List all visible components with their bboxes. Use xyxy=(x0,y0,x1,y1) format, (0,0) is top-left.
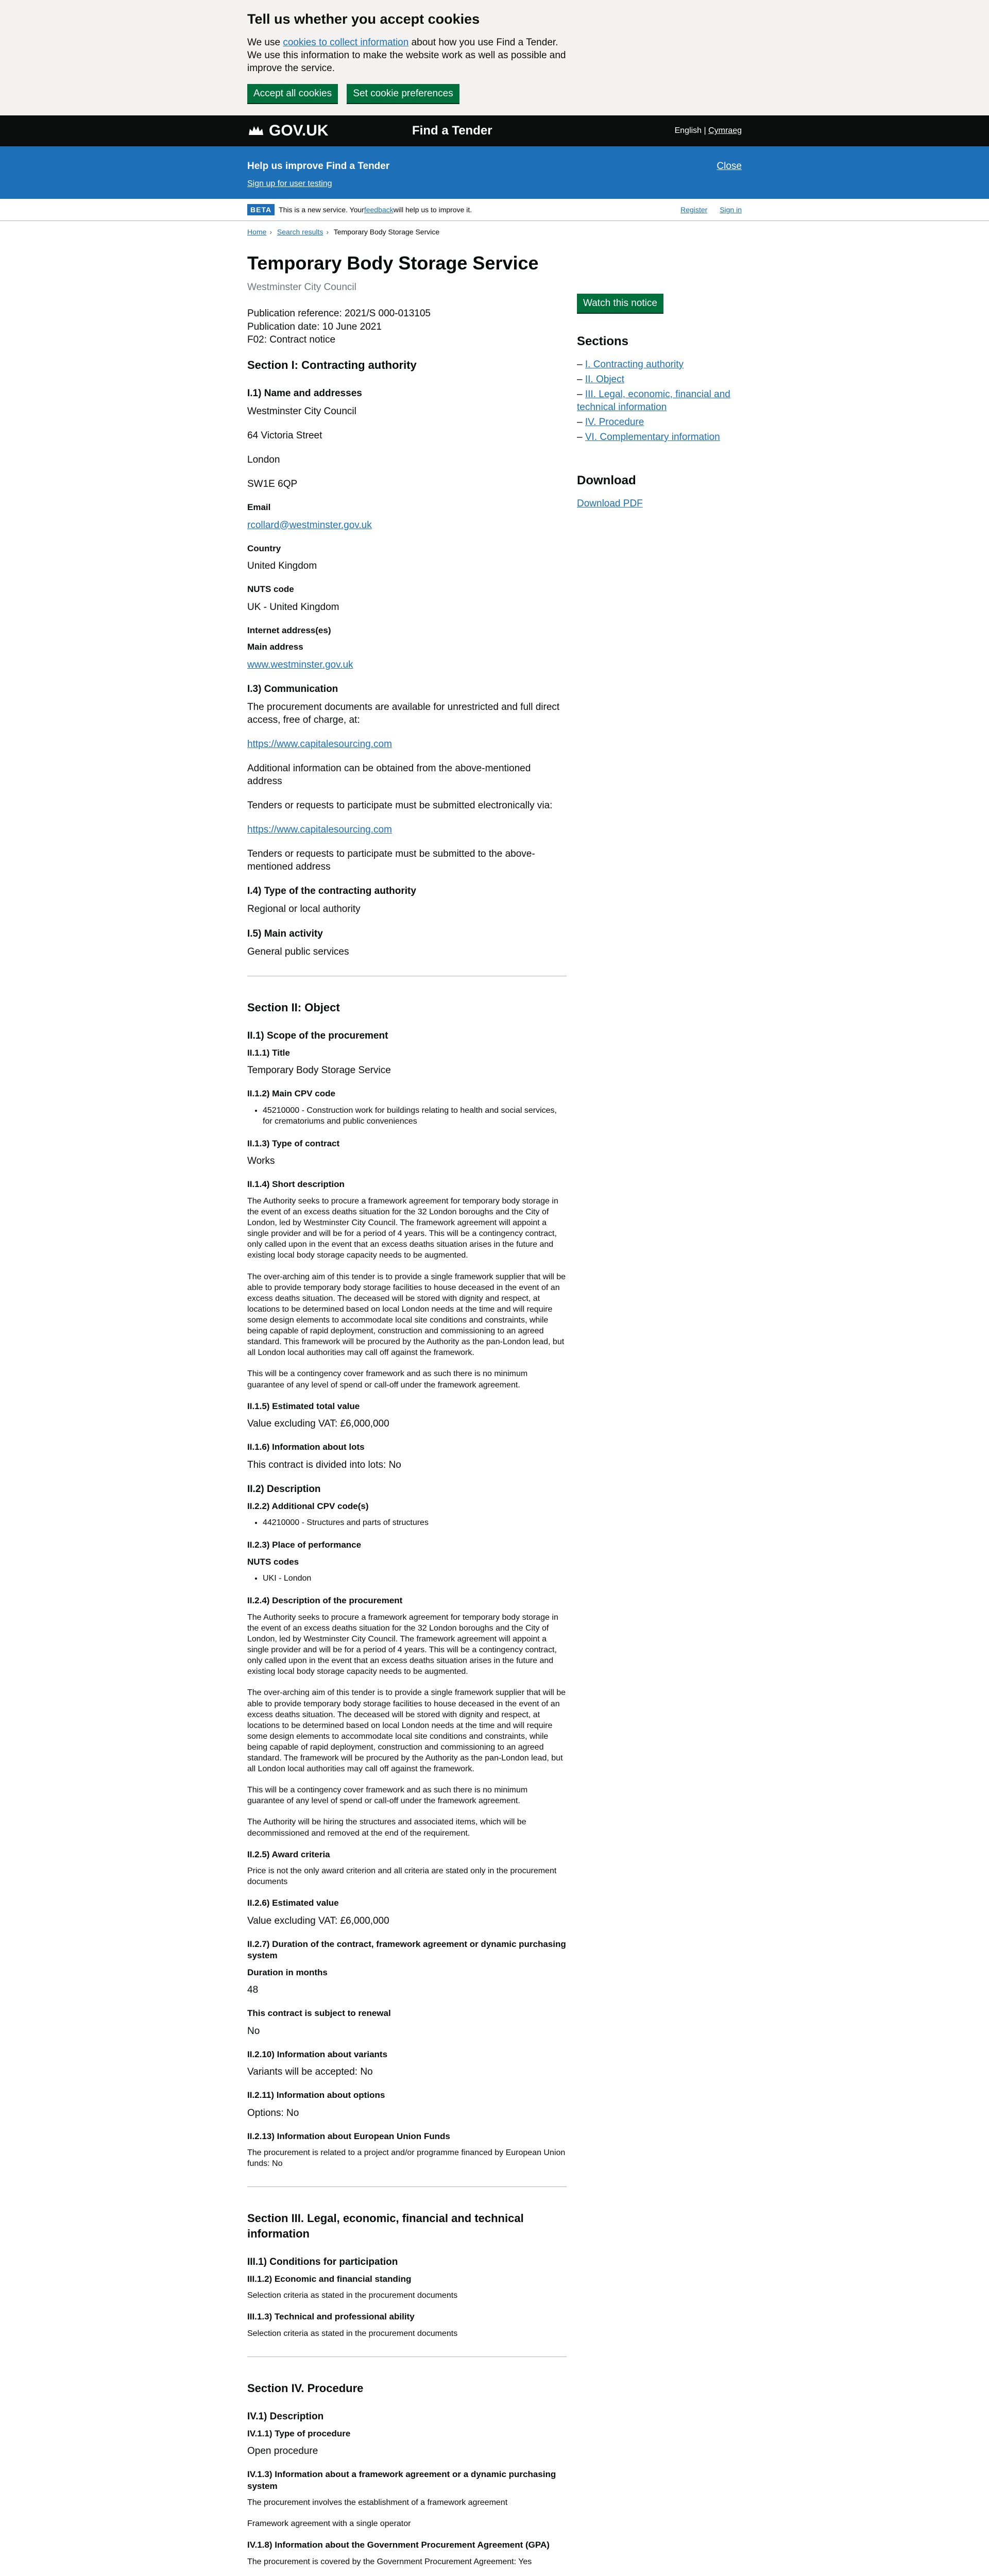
variants: Variants will be accepted: No xyxy=(247,2066,373,2078)
feedback-link[interactable]: feedback xyxy=(364,206,394,214)
label: Email xyxy=(247,502,271,513)
section-3-heading: Section III. Legal, economic, financial and technical information xyxy=(247,2212,524,2240)
breadcrumb-search-results[interactable]: Search results xyxy=(277,228,323,236)
authority-town: London xyxy=(247,454,280,465)
heading: II.2.11) Information about options xyxy=(247,2090,385,2100)
paragraph: Tenders or requests to participate must be submitted to the above-mentioned address xyxy=(247,849,535,873)
paragraph: The procurement involves the establishment of a framework agreement xyxy=(247,2498,508,2507)
heading: I.1) Name and addresses xyxy=(247,387,362,399)
heading: II.2.7) Duration of the contract, framework agreement or dynamic purchasing system xyxy=(247,1939,566,1961)
label: NUTS code xyxy=(247,584,294,595)
label: Main address xyxy=(247,642,303,652)
section-2-heading: Section II: Object xyxy=(247,1001,340,1014)
main-cpv: • 45210000 - Construction work for buildings relating to health and social services, for crematoriums and public conveniences xyxy=(263,1105,567,1127)
heading: I.3) Communication xyxy=(247,683,338,694)
authority-street: 64 Victoria Street xyxy=(247,430,322,441)
technical-criteria: Selection criteria as stated in the procurement documents xyxy=(247,2329,458,2338)
options: Options: No xyxy=(247,2107,299,2119)
heading: II.2.4) Description of the procurement xyxy=(247,1596,403,1606)
heading: II.2.13) Information about European Union Funds xyxy=(247,2131,450,2141)
sidebar xyxy=(577,252,742,2576)
watch-notice-button[interactable]: Watch this notice xyxy=(577,294,663,313)
heading: II.1.5) Estimated total value xyxy=(247,1401,360,1411)
heading: IV.1.3) Information about a framework agreement or a dynamic purchasing system xyxy=(247,2469,556,2491)
nuts-code: • UKI - London xyxy=(263,1573,567,1584)
authority-nuts: UK - United Kingdom xyxy=(247,601,339,613)
paragraph: The procurement documents are available for unrestricted and full direct access, free of charge, at: xyxy=(247,701,560,725)
paragraph: Tenders or requests to participate must be submitted electronically via: xyxy=(247,800,553,811)
publication-date: Publication date: 10 June 2021 xyxy=(247,321,382,332)
section-4-heading: Section IV. Procedure xyxy=(247,2381,364,2395)
heading: II.2.6) Estimated value xyxy=(247,1898,339,1908)
cookie-text: We use cookies to collect information about how you use Find a Tender. We use this information to make the website work as well as possible and improve the service. xyxy=(247,37,566,74)
contract-type: Works xyxy=(247,1156,275,1167)
section-link-3[interactable]: III. Legal, economic, financial and technical information xyxy=(577,388,730,413)
sign-in-link[interactable]: Sign in xyxy=(720,206,742,214)
heading: II.2.3) Place of performance xyxy=(247,1540,362,1550)
heading: III.1.3) Technical and professional ability xyxy=(247,2312,415,2322)
main-activity: General public services xyxy=(247,946,349,957)
accept-cookies-button[interactable]: Accept all cookies xyxy=(247,84,338,103)
govuk-logo[interactable]: GOV.UK xyxy=(247,121,412,141)
beta-tag: BETA xyxy=(247,204,275,215)
user-testing-link[interactable]: Sign up for user testing xyxy=(247,179,332,188)
improve-banner xyxy=(0,151,989,199)
label: Duration in months xyxy=(247,1967,328,1977)
heading: II.2.5) Award criteria xyxy=(247,1849,330,1859)
authority-country: United Kingdom xyxy=(247,561,317,572)
breadcrumb-home[interactable]: Home xyxy=(247,228,267,236)
eu-funds: The procurement is related to a project and/or programme financed by European Union funds: No xyxy=(247,2148,566,2168)
section-link-6[interactable]: VI. Complementary information xyxy=(585,432,720,443)
cookie-title: Tell us whether you accept cookies xyxy=(247,11,480,27)
paragraph: The over-arching aim of this tender is to provide a single framework supplier that will be able to provide temporary body storage facilities to house deceased in the event of an excess deaths situation. The deceased will be stored with dignity and respect, at locations to be determined based on local London needs at the time and will require some design elements to accommodate local site conditions and constraints, while being capable of rapid deployment, construction and commissioning to an agreed standard. This framework will be procured by the Authority as the pan-London lead, but all London local authorities may call off against the framework. xyxy=(247,1272,566,1358)
paragraph: The over-arching aim of this tender is to provide a single framework supplier that will be able to provide temporary body storage facilities to house deceased in the event of an excess deaths situation. The deceased will be stored with dignity and respect, at locations to be determined based on local London needs at the time and will require some design elements to accommodate local site conditions and constraints, while being capable of rapid deployment, construction and commissioning to an agreed standard. The framework will be procured by the Authority as the pan-London lead, but all London local authorities may call off against the framework. xyxy=(247,1688,566,1774)
lang-welsh[interactable]: Cymraeg xyxy=(708,126,742,135)
breadcrumb-current: Temporary Body Storage Service xyxy=(333,228,440,236)
heading: II.1.4) Short description xyxy=(247,1179,345,1190)
duration-months: 48 xyxy=(247,1985,259,1996)
estimated-value-2: Value excluding VAT: £6,000,000 xyxy=(247,1915,389,1926)
page-title: Temporary Body Storage Service xyxy=(247,252,539,274)
section-link-2[interactable]: II. Object xyxy=(585,374,624,385)
notice-content xyxy=(247,252,567,2576)
submission-link[interactable]: https://www.capitalesourcing.com xyxy=(247,824,392,836)
paragraph: The Authority seeks to procure a framework agreement for temporary body storage in the event of an excess deaths situation for the 32 London boroughs and the City of London, led by Westminster City Council. The framework agreement will appoint a single provider and will be for a period of 4 years. This will be a contingency contract, only called upon in the event that an excess deaths situation arises in the future and existing local body storage capacity needs to be augmented. xyxy=(247,1196,558,1260)
section-link-1[interactable]: I. Contracting authority xyxy=(585,359,684,370)
heading: IV.1.1) Type of procedure xyxy=(247,2428,351,2438)
authority-email-link[interactable]: rcollard@westminster.gov.uk xyxy=(247,519,372,531)
heading: II.2) Description xyxy=(247,1483,321,1495)
phase-banner: BETA This is a new service. Your feedback will help us to improve it. Register Sign in xyxy=(0,199,989,221)
estimated-value: Value excluding VAT: £6,000,000 xyxy=(247,1418,389,1430)
heading: II.2.2) Additional CPV code(s) xyxy=(247,1501,369,1511)
sections-list: – I. Contracting authority – II. Object – III. Legal, economic, financial and technical information – IV. Procedure – VI. Complementary information xyxy=(577,359,730,443)
main-address-link[interactable]: www.westminster.gov.uk xyxy=(247,659,353,670)
improve-title: Help us improve Find a Tender xyxy=(247,160,390,172)
label: Country xyxy=(247,543,281,553)
authority-name: Westminster City Council xyxy=(247,405,356,417)
cookie-info-link[interactable]: cookies to collect information xyxy=(283,37,409,48)
download-title: Download xyxy=(577,473,636,488)
authority-postcode: SW1E 6QP xyxy=(247,479,298,489)
publication-reference: Publication reference: 2021/S 000-013105 xyxy=(247,308,431,319)
heading: III.1) Conditions for participation xyxy=(247,2256,398,2267)
language-switcher: English | Cymraeg xyxy=(674,126,742,135)
paragraph: The Authority seeks to procure a framework agreement for temporary body storage in the event of an excess deaths situation for the 32 London boroughs and the City of London, led by Westminster City Council. The framework agreement will appoint a single provider and will be for a period of 4 years. This will be a contingency contract, only called upon in the event that an excess deaths situation arises in the future and existing local body storage capacity needs to be augmented. xyxy=(247,1613,558,1676)
crown-icon xyxy=(247,124,265,138)
lang-english: English xyxy=(674,126,702,135)
label: NUTS codes xyxy=(247,1556,299,1567)
section-1-heading: Section I: Contracting authority xyxy=(247,358,417,371)
authority-caption: Westminster City Council xyxy=(247,282,356,293)
paragraph: This will be a contingency cover framework and as such there is no minimum guarantee of any level of spend or call-off under the framework agreement. xyxy=(247,1786,528,1806)
heading: II.1.3) Type of contract xyxy=(247,1138,340,1148)
authority-type: Regional or local authority xyxy=(247,904,361,915)
paragraph: This will be a contingency cover framework and as such there is no minimum guarantee of any level of spend or call-off under the framework agreement. xyxy=(247,1369,528,1389)
heading: II.2.10) Information about variants xyxy=(247,2049,388,2059)
paragraph: The Authority will be hiring the structures and associated items, which will be decommissioned and removed at the end of the requirement. xyxy=(247,1818,526,1838)
label: This contract is subject to renewal xyxy=(247,2008,391,2019)
register-link[interactable]: Register xyxy=(680,206,708,214)
breadcrumb: Home › Search results › Temporary Body Storage Service xyxy=(247,228,440,236)
close-banner-link[interactable]: Close xyxy=(717,160,742,172)
sections-title: Sections xyxy=(577,334,629,348)
paragraph: Additional information can be obtained from the above-mentioned address xyxy=(247,762,531,787)
heading: II.1) Scope of the procurement xyxy=(247,1030,388,1041)
gpa: The procurement is covered by the Government Procurement Agreement: Yes xyxy=(247,2557,532,2566)
notice-type: F02: Contract notice xyxy=(247,334,336,345)
documents-link[interactable]: https://www.capitalesourcing.com xyxy=(247,738,392,750)
service-name[interactable]: Find a Tender xyxy=(412,124,492,138)
heading: I.5) Main activity xyxy=(247,928,323,939)
heading: I.4) Type of the contracting authority xyxy=(247,886,416,897)
paragraph: Framework agreement with a single operator xyxy=(247,2519,411,2529)
lots-info: This contract is divided into lots: No xyxy=(247,1459,401,1470)
award-criteria: Price is not the only award criterion and all criteria are stated only in the procurement documents xyxy=(247,1867,557,1887)
heading: II.1.6) Information about lots xyxy=(247,1442,365,1452)
procedure-type: Open procedure xyxy=(247,2446,318,2457)
contract-title: Temporary Body Storage Service xyxy=(247,1065,391,1076)
heading: III.1.2) Economic and financial standing xyxy=(247,2274,412,2284)
heading: II.1.2) Main CPV code xyxy=(247,1089,335,1099)
heading: II.1.1) Title xyxy=(247,1047,290,1058)
economic-criteria: Selection criteria as stated in the procurement documents xyxy=(247,2291,458,2300)
heading: IV.1.8) Information about the Government Procurement Agreement (GPA) xyxy=(247,2540,550,2550)
cookie-banner xyxy=(0,0,989,115)
label: Internet address(es) xyxy=(247,625,331,635)
renewal: No xyxy=(247,2025,260,2037)
section-link-4[interactable]: IV. Procedure xyxy=(585,416,644,428)
additional-cpv: • 44210000 - Structures and parts of structures xyxy=(263,1517,567,1528)
heading: IV.1) Description xyxy=(247,2411,324,2422)
site-header xyxy=(0,115,989,151)
cookie-preferences-button[interactable]: Set cookie preferences xyxy=(347,84,459,103)
download-pdf-link[interactable]: Download PDF xyxy=(577,498,643,509)
